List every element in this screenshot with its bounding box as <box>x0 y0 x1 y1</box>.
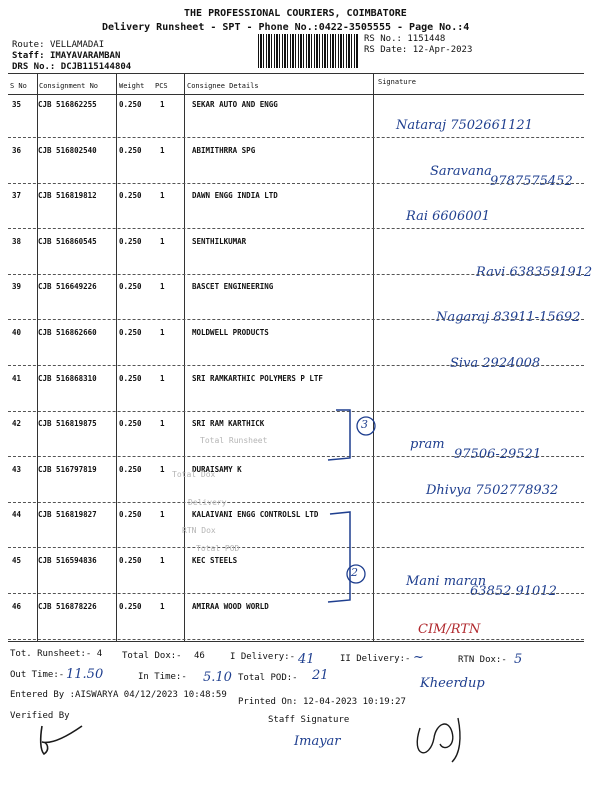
stamp-line: Total Runsheet <box>200 436 268 445</box>
row-signature-extra: CIM/RTN <box>418 621 481 637</box>
row-consignment-no: CJB 516594836 <box>38 556 97 565</box>
total-pod-value: 21 <box>312 668 329 683</box>
row-weight: 0.250 <box>119 236 142 246</box>
stamp-line: Total Dox <box>172 470 216 479</box>
row-consignee: SRI RAM KARTHICK <box>192 419 265 429</box>
row-weight: 0.250 <box>119 419 142 429</box>
stamp-line: Total POD <box>196 544 240 553</box>
row-signature-extra: 63852 91012 <box>470 584 557 599</box>
table-bottom-rule <box>8 641 584 642</box>
in-time-label: In Time:- <box>138 672 187 682</box>
row-sno: 43 <box>12 464 22 474</box>
header-sno: S No <box>10 82 27 90</box>
row-sno: 42 <box>12 419 22 429</box>
row-weight: 0.250 <box>119 464 142 474</box>
out-time-label: Out Time:- <box>10 670 65 680</box>
route-line <box>12 40 104 50</box>
col-divider <box>116 73 117 641</box>
row-signature: Nataraj 7502661121 <box>396 118 533 133</box>
ii-delivery-label: II Delivery:- <box>340 654 411 664</box>
stamp-line: RTN Dox <box>182 526 216 535</box>
row-pcs: 1 <box>160 373 165 383</box>
row-weight: 0.250 <box>119 282 142 292</box>
row-pcs: 1 <box>160 419 165 429</box>
company-name: THE PROFESSIONAL COURIERS, COIMBATORE <box>184 8 407 19</box>
row-signature-extra: Nagaraj 83911-15692 <box>436 310 581 326</box>
rs-date-line <box>364 45 472 55</box>
in-time-value: 5.10 <box>203 670 232 685</box>
row-pcs: 1 <box>160 328 165 337</box>
route-value: VELLAMADAI <box>49 40 105 50</box>
total-dox-label: Total Dox:- <box>122 651 182 661</box>
table-top-rule <box>8 73 584 74</box>
row-consignment-no: CJB 516862660 <box>38 328 97 337</box>
drs-value: DCJB115144804 <box>60 62 132 72</box>
row-consignee: AMIRAA WOOD WORLD <box>192 601 269 611</box>
row-consignee: SENTHILKUMAR <box>192 236 247 246</box>
row-separator <box>8 274 584 275</box>
row-separator <box>8 547 584 548</box>
row-pcs: 1 <box>160 282 165 292</box>
row-weight: 0.250 <box>119 601 142 611</box>
row-separator <box>8 593 584 594</box>
row-consignment-no: CJB 516802540 <box>38 145 97 155</box>
row-signature: Saravana <box>430 163 492 179</box>
row-weight: 0.250 <box>119 510 142 520</box>
drs-label: DRS No.: <box>12 62 56 72</box>
row-consignment-no: CJB 516878226 <box>38 601 97 611</box>
row-consignee: ABIMITHRRA SPG <box>192 145 256 155</box>
rs-date-value: 12-Apr-2023 <box>412 45 473 55</box>
row-weight: 0.250 <box>119 145 142 155</box>
row-consignee: SEKAR AUTO AND ENGG <box>192 100 278 109</box>
row-consignment-no: CJB 516862255 <box>38 100 97 109</box>
route-label: Route: <box>12 40 45 50</box>
row-separator <box>8 411 584 412</box>
row-sno: 45 <box>12 556 22 565</box>
row-pcs: 1 <box>160 556 165 565</box>
row-consignment-no: CJB 516819875 <box>38 419 97 429</box>
total-pod-label: Total POD:- <box>238 673 298 683</box>
rs-no-line <box>364 34 445 44</box>
barcode <box>258 34 358 68</box>
row-consignee: KEC STEELS <box>192 556 238 565</box>
row-signature-extra: 97506-29521 <box>454 447 542 463</box>
printed-on: Printed On: 12-04-2023 10:19:27 <box>238 697 406 707</box>
out-time-value: 11.50 <box>66 667 104 682</box>
row-consignee: MOLDWELL PRODUCTS <box>192 328 269 337</box>
row-consignee: SRI RAMKARTHIC POLYMERS P LTF <box>192 373 323 383</box>
row-signature: Rai 6606001 <box>406 209 491 225</box>
i-delivery-label: I Delivery:- <box>230 652 296 662</box>
staff-signature-label: Staff Signature <box>268 715 350 725</box>
row-separator <box>8 319 584 320</box>
stamp-line: Delivery <box>188 498 227 507</box>
row-sno: 46 <box>12 601 22 611</box>
row-consignment-no: CJB 516868310 <box>38 373 97 383</box>
row-consignment-no: CJB 516860545 <box>38 236 97 246</box>
tot-runsheet: Tot. Runsheet:- 4 <box>10 649 103 659</box>
right-signature: Kheerdup <box>420 676 485 691</box>
hand-brackets <box>320 398 380 608</box>
ii-delivery-value: ~ <box>413 650 424 665</box>
header-signature: Signature <box>378 78 416 86</box>
row-separator <box>8 365 584 366</box>
row-sno: 39 <box>12 282 22 292</box>
row-weight: 0.250 <box>119 191 142 201</box>
row-pcs: 1 <box>160 510 165 520</box>
row-signature: Dhivya 7502778932 <box>426 482 559 498</box>
row-separator <box>8 456 584 457</box>
row-pcs: 1 <box>160 100 165 109</box>
row-sno: 40 <box>12 328 22 337</box>
row-weight: 0.250 <box>119 556 142 565</box>
row-sno: 38 <box>12 236 22 246</box>
i-delivery-value: 41 <box>298 652 315 667</box>
row-sno: 37 <box>12 191 22 201</box>
row-consignee: KALAIVANI ENGG CONTROLSL LTD <box>192 510 319 520</box>
row-consignee: BASCET ENGINEERING <box>192 282 274 292</box>
staff-label: Staff: <box>12 51 45 61</box>
row-weight: 0.250 <box>119 373 142 383</box>
row-separator <box>8 502 584 503</box>
table-header-rule <box>8 94 584 95</box>
row-sno: 41 <box>12 373 22 383</box>
col-divider <box>184 73 185 641</box>
row-weight: 0.250 <box>119 100 142 109</box>
bracket-label: 2 <box>351 566 358 579</box>
row-pcs: 1 <box>160 191 165 201</box>
row-separator <box>8 137 584 138</box>
staff-value: IMAYAVARAMBAN <box>49 51 121 61</box>
bracket-label: 3 <box>361 418 368 431</box>
row-separator <box>8 228 584 229</box>
rtn-dox-value: 5 <box>514 652 523 667</box>
row-pcs: 1 <box>160 236 165 246</box>
staff-line <box>12 51 120 61</box>
row-signature: pram <box>410 437 445 453</box>
staff-scribble <box>400 688 480 768</box>
row-signature-extra: Ravi 6383591912 <box>476 264 593 280</box>
row-pcs: 1 <box>160 464 165 474</box>
row-consignment-no: CJB 516649226 <box>38 282 97 292</box>
row-sno: 35 <box>12 100 22 109</box>
row-pcs: 1 <box>160 601 165 611</box>
row-separator <box>8 183 584 184</box>
verified-signature <box>28 720 88 760</box>
header-pcs: PCS <box>155 82 168 90</box>
runsheet-title: Delivery Runsheet - SPT - Phone No.:0422-3505555 - Page No.:4 <box>102 22 470 33</box>
row-consignee: DAWN ENGG INDIA LTD <box>192 191 278 201</box>
total-dox-value: 46 <box>194 651 205 661</box>
rs-no-value: 1151448 <box>407 34 446 44</box>
row-sno: 36 <box>12 145 22 155</box>
row-consignment-no: CJB 516819812 <box>38 191 97 201</box>
header-consignment: Consignment No <box>39 82 99 90</box>
row-sno: 44 <box>12 510 22 520</box>
row-pcs: 1 <box>160 145 165 155</box>
row-signature: Mani maran <box>406 574 487 589</box>
row-separator <box>8 639 584 640</box>
entered-by: Entered By :AISWARYA 04/12/2023 10:48:59 <box>10 690 227 700</box>
row-consignee: DURAISAMY K <box>192 464 242 474</box>
row-consignment-no: CJB 516819827 <box>38 510 97 520</box>
row-signature-extra: 9787575452 <box>490 173 573 189</box>
row-signature-extra: Siva 2924008 <box>450 356 541 371</box>
staff-signature-hand: Imayar <box>294 734 341 749</box>
rtn-dox-label: RTN Dox:- <box>458 655 507 665</box>
rs-date-label: RS Date: <box>364 45 408 55</box>
header-weight: Weight <box>119 82 145 90</box>
verified-by-label: Verified By <box>10 711 70 721</box>
row-consignment-no: CJB 516797819 <box>38 464 97 474</box>
drs-line <box>12 62 131 72</box>
row-weight: 0.250 <box>119 328 142 337</box>
rs-no-label: RS No.: <box>364 34 402 44</box>
header-consignee: Consignee Details <box>187 82 259 90</box>
